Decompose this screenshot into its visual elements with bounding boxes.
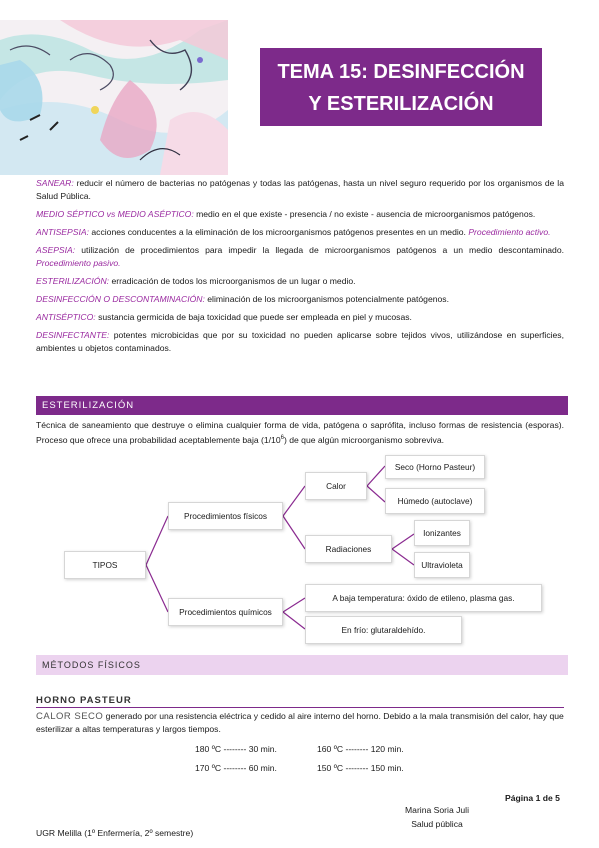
esterilizacion-text xyxy=(36,419,564,447)
node-procedimientos-quimicos: Procedimientos químicos xyxy=(168,598,283,626)
diagram-connectors xyxy=(0,450,599,650)
definition-antiseptico xyxy=(36,311,564,324)
temp-entry: 150 ºC -------- 150 min. xyxy=(317,763,404,773)
horno-description: generado por una resistencia eléctrica y cedido al aire interno del horno. Debido a la mala transmisión del calor, hay que esterilizar a altas temperaturas y largos tiempos. xyxy=(36,711,564,734)
title-line-2: Y ESTERILIZACIÓN xyxy=(308,93,494,115)
footer-course: UGR Melilla (1º Enfermería, 2º semestre) xyxy=(36,828,194,838)
definitions-list xyxy=(36,177,564,360)
term: ANTISÉPTICO: xyxy=(36,312,96,322)
temperature-table xyxy=(195,744,455,782)
page-number: Página 1 de 5 xyxy=(505,793,560,803)
node-baja-temperatura: A baja temperatura: óxido de etileno, plasma gas. xyxy=(305,584,542,612)
section-heading-metodos-fisicos: MÉTODOS FÍSICOS xyxy=(36,655,568,675)
term: ANTISEPSIA: xyxy=(36,227,90,237)
definition-note: Procedimiento activo. xyxy=(468,227,551,237)
node-en-frio: En frío: glutaraldehído. xyxy=(305,616,462,644)
horno-pasteur-title: HORNO PASTEUR xyxy=(36,695,132,706)
term: ASEPSIA: xyxy=(36,245,76,255)
definition-desinfectante xyxy=(36,329,564,355)
temp-entry: 170 ºC -------- 60 min. xyxy=(195,763,277,773)
calor-seco-label: CALOR SECO xyxy=(36,711,104,722)
node-ionizantes: Ionizantes xyxy=(414,520,470,546)
text-before: Técnica de saneamiento que destruye o elimina cualquier forma de vida, patógena o saprófita, incluso formas de resistencia (esporas). Proceso que ofrece una probabilidad aceptablemente baja (1/10 xyxy=(36,420,564,445)
footer-author-block xyxy=(397,803,477,831)
temp-entry: 160 ºC -------- 120 min. xyxy=(317,744,404,754)
page-title xyxy=(260,48,542,126)
node-seco: Seco (Horno Pasteur) xyxy=(385,455,485,479)
author-name: Marina Soria Juli xyxy=(405,805,469,815)
text-after: ) de que algún microorganismo sobreviva. xyxy=(283,434,444,445)
definition-text: potentes microbicidas que por su toxicidad no pueden aplicarse sobre tejidos vivos, utilizándose en superficies, ambientes u objetos contaminados. xyxy=(36,330,564,353)
node-procedimientos-fisicos: Procedimientos físicos xyxy=(168,502,283,530)
superscript: 6 xyxy=(280,435,284,441)
definition-text: utilización de procedimientos para impedir la llegada de microorganismos patógenos a un medio descontaminado. xyxy=(75,245,564,255)
definition-asepsia xyxy=(36,244,564,270)
term: ESTERILIZACIÓN: xyxy=(36,276,110,286)
title-line-1: TEMA 15: DESINFECCIÓN xyxy=(277,61,525,83)
definition-desinfeccion xyxy=(36,293,564,306)
temperature-row xyxy=(195,744,455,754)
subject-name: Salud pública xyxy=(411,819,463,829)
node-ultravioleta: Ultravioleta xyxy=(414,552,470,578)
divider xyxy=(36,707,564,708)
node-humedo: Húmedo (autoclave) xyxy=(385,488,485,514)
definition-text: reducir el número de bacterias no patógenas y todas las patógenas, hasta un nivel seguro requerido por los organismos de la Salud Pública. xyxy=(36,178,564,201)
node-radiaciones: Radiaciones xyxy=(305,535,392,563)
tipos-diagram xyxy=(0,450,599,650)
definition-sanear xyxy=(36,177,564,203)
node-tipos: TIPOS xyxy=(64,551,146,579)
definition-note: Procedimiento pasivo. xyxy=(36,258,121,268)
temperature-row xyxy=(195,763,455,773)
term: DESINFECCIÓN O DESCONTAMINACIÓN: xyxy=(36,294,205,304)
term: DESINFECTANTE: xyxy=(36,330,110,340)
node-calor: Calor xyxy=(305,472,367,500)
term: SANEAR: xyxy=(36,178,74,188)
temp-entry: 180 ºC -------- 30 min. xyxy=(195,744,277,754)
header-artwork xyxy=(0,20,228,175)
definition-antisepsia xyxy=(36,226,564,239)
definition-text: sustancia germicida de baja toxicidad que puede ser empleada en piel y mucosas. xyxy=(95,312,412,322)
horno-pasteur-text xyxy=(36,710,564,736)
definition-text: acciones conducentes a la eliminación de los microorganismos patógenos presentes en un medio. xyxy=(89,227,469,237)
section-heading-esterilizacion: ESTERILIZACIÓN xyxy=(36,396,568,415)
term: MEDIO SÉPTICO vs MEDIO ASÉPTICO: xyxy=(36,209,194,219)
definition-medio xyxy=(36,208,564,221)
definition-text: erradicación de todos los microorganismos de un lugar o medio. xyxy=(109,276,356,286)
definition-text: medio en el que existe - presencia / no existe - ausencia de microorganismos patógenos. xyxy=(193,209,536,219)
definition-text: eliminación de los microorganismos potencialmente patógenos. xyxy=(204,294,449,304)
definition-esterilizacion xyxy=(36,275,564,288)
